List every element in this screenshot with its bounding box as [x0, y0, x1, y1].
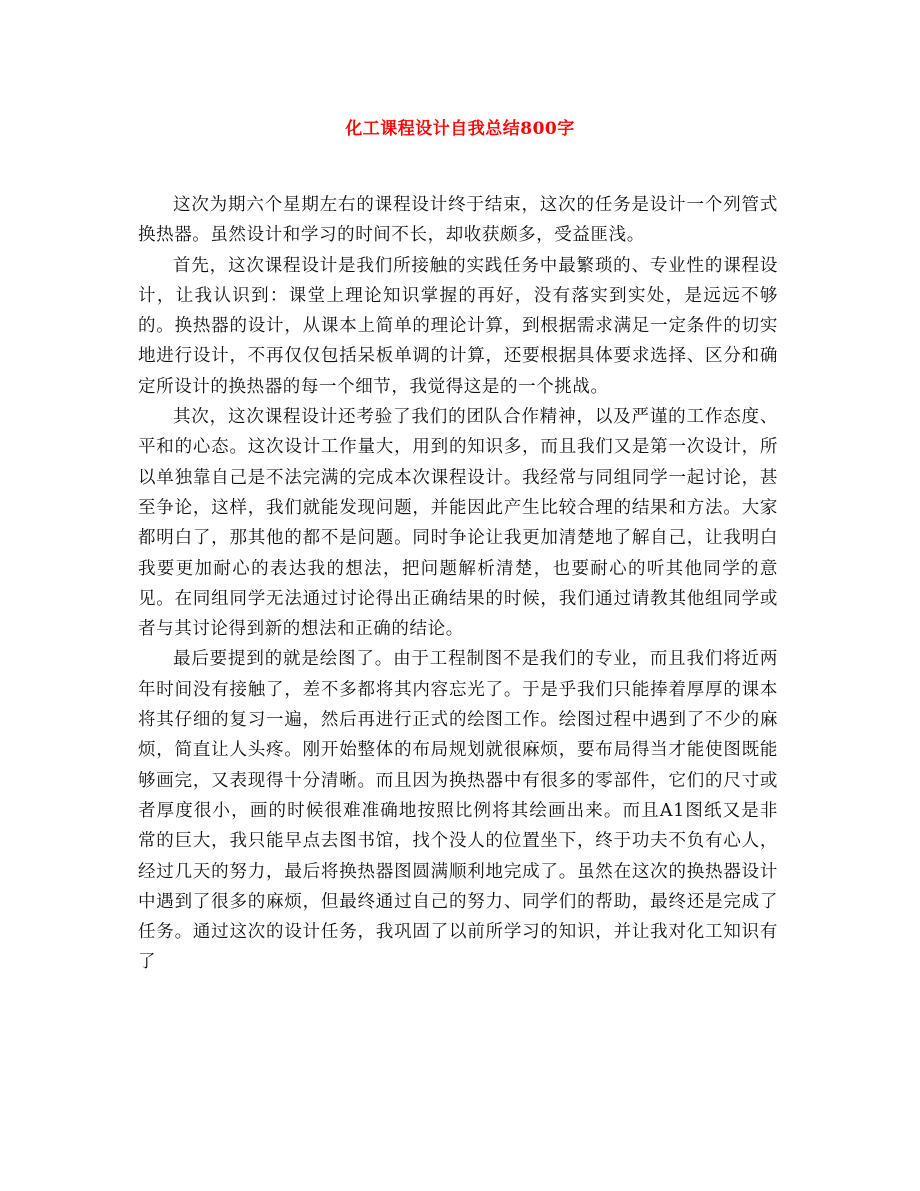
- paragraph-4: 最后要提到的就是绘图了。由于工程制图不是我们的专业，而且我们将近两年时间没有接触了，差不多都将其内容忘光了。于是乎我们只能捧着厚厚的课本将其仔细的复习一遍，然后再进行正式的绘图工作。绘图过程中遇到了不少的麻烦，简直让人头疼。刚开始整体的布局规划就很麻烦，要布局得当才能使图既能够画完，又表现得十分清晰。而且因为换热器中有很多的零部件，它们的尺寸或者厚度很小，画的时候很难准确地按照比例将其绘画出来。而且A1图纸又是非常的巨大，我只能早点去图书馆，找个没人的位置坐下，终于功夫不负有心人，经过几天的努力，最后将换热器图圆满顺利地完成了。虽然在这次的换热器设计中遇到了很多的麻烦，但最终通过自己的努力、同学们的帮助，最终还是完成了任务。通过这次的设计任务，我巩固了以前所学习的知识，并让我对化工知识有了: [138, 649, 778, 973]
- paragraph-2: 首先，这次课程设计是我们所接触的实践任务中最繁琐的、专业性的课程设计，让我认识到：课堂上理论知识掌握的再好，没有落实到实处，是远远不够的。换热器的设计，从课本上简单的理论计算，到根据需求满足一定条件的切实地进行设计，不再仅仅包括呆板单调的计算，还要根据具体要求选择、区分和确定所设计的换热器的每一个细节，我觉得这是的一个挑战。: [138, 255, 778, 397]
- document-title: 化工课程设计自我总结800字: [345, 119, 575, 139]
- paragraph-3: 其次，这次课程设计还考验了我们的团队合作精神，以及严谨的工作态度、平和的心态。这次设计工作量大，用到的知识多，而且我们又是第一次设计，所以单独靠自己是不法完满的完成本次课程设计。我经常与同组同学一起讨论，甚至争论，这样，我们就能发现问题，并能因此产生比较合理的结果和方法。大家都明白了，那其他的都不是问题。同时争论让我更加清楚地了解自己，让我明白我要更加耐心的表达我的想法，把问题解析清楚，也要耐心的听其他同学的意见。在同组同学无法通过讨论得出正确结果的时候，我们通过请教其他组同学或者与其讨论得到新的想法和正确的结论。: [138, 407, 778, 640]
- paragraph-1: 这次为期六个星期左右的课程设计终于结束，这次的任务是设计一个列管式换热器。虽然设计和学习的时间不长，却收获颇多，受益匪浅。: [138, 195, 778, 246]
- document-body: [138, 190, 778, 978]
